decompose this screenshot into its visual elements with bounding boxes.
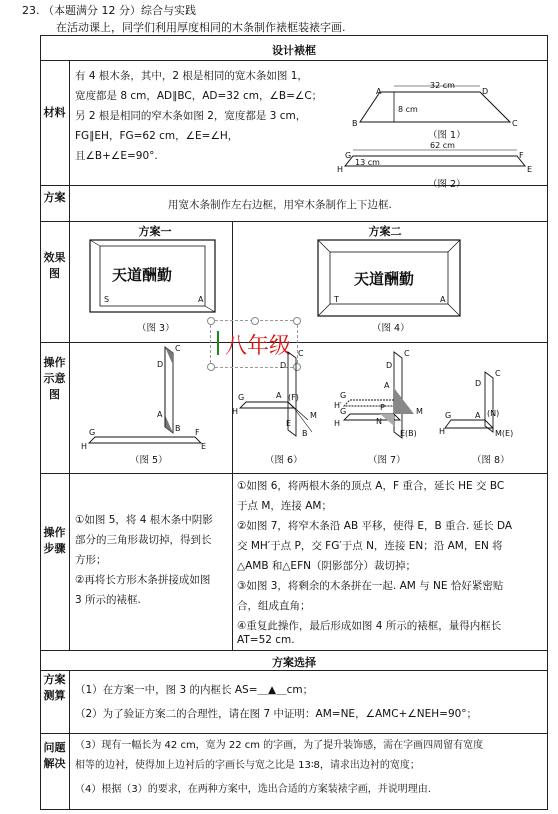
fig1-top-label: 32 cm [430, 81, 455, 90]
step-left: 方形； [75, 554, 107, 566]
fig1-caption: （图 1） [428, 130, 466, 141]
step-right: ④重复此操作，最后形成如图 4 所示的裱框，量得内框长 [237, 620, 502, 632]
material-line: FG∥EH，FG=62 cm，∠E=∠H， [75, 130, 239, 142]
svg-text:G: G [340, 391, 347, 400]
svg-text:T: T [334, 295, 339, 304]
svg-text:G: G [238, 393, 245, 402]
svg-text:G: G [340, 407, 347, 416]
fig6-caption: （图 6） [265, 455, 303, 466]
fig3-caption: （图 3） [137, 323, 175, 334]
svg-text:P: P [380, 403, 385, 412]
problem-label: 问题解决 [43, 741, 66, 770]
effect-label: 效果图 [43, 251, 66, 280]
divider [40, 733, 548, 734]
svg-text:C: C [298, 349, 304, 358]
fig5-caption: （图 5） [130, 455, 168, 466]
figure-2-narrow-bar [337, 141, 535, 175]
svg-text:(N): (N) [487, 409, 500, 418]
plan-label: 方案 [43, 191, 66, 204]
svg-text:B: B [175, 424, 181, 433]
question-number: 23. [22, 4, 40, 17]
svg-text:E: E [286, 419, 292, 428]
svg-text:F: F [519, 151, 524, 160]
svg-text:D: D [157, 360, 164, 369]
step-right: 交 MH′于点 P，交 FG′于点 N，连接 EN；沿 AM，EN 将 [237, 540, 503, 552]
svg-text:C: C [404, 349, 410, 358]
scheme-1-title: 方案一 [138, 225, 172, 238]
divider [40, 650, 548, 651]
fig7-caption: （图 7） [368, 455, 406, 466]
svg-text:D: D [280, 361, 287, 370]
problem-line: （3）现有一幅长为 42 cm，宽为 22 cm 的字画，为了提升装饰感，需在字画四周留有宽度 [75, 740, 484, 751]
figure-6 [232, 349, 328, 445]
material-line: 且∠B+∠E=90°. [75, 150, 158, 162]
svg-text:(F): (F) [288, 393, 299, 402]
svg-text:A: A [384, 381, 390, 390]
problem-line: （4）根据（3）的要求，在两种方案中，选出合适的方案装裱字画，并说明理由. [75, 784, 431, 795]
svg-text:G: G [345, 151, 352, 160]
svg-text:N: N [376, 417, 382, 426]
step-left: ②再将长方形木条拼接成如图 [75, 574, 211, 586]
svg-text:C: C [512, 119, 518, 128]
svg-text:G: G [445, 411, 452, 420]
svg-text:A: A [198, 295, 204, 304]
step-right: △AMB 和△EFN（阴影部分）裁切掉； [237, 560, 416, 572]
fig4-caption: （图 4） [372, 323, 410, 334]
scheme-2-title: 方案二 [368, 225, 402, 238]
question-score: （本题满分 12 分）综合与实践 [43, 4, 196, 17]
fig8-caption: （图 8） [472, 455, 510, 466]
question-intro: 在活动课上，同学们利用厚度相同的木条制作裱框装裱字画. [56, 21, 346, 34]
fig2-top-label: 62 cm [430, 141, 455, 150]
svg-text:D: D [482, 87, 489, 96]
figure-7 [334, 349, 435, 445]
divider [40, 185, 548, 186]
svg-text:D: D [475, 379, 482, 388]
svg-text:H′: H′ [334, 401, 342, 410]
svg-text:D: D [386, 361, 393, 370]
banner-text: 天道酬勤 [354, 270, 415, 288]
material-label: 材料 [43, 106, 66, 119]
measure-line: （2）为了验证方案二的合理性，请在图 7 中证明：AM=NE，∠AMC+∠NEH=90°； [75, 708, 478, 720]
svg-text:A: A [475, 411, 481, 420]
choose-title: 方案选择 [272, 656, 316, 669]
svg-text:E: E [201, 442, 207, 451]
svg-text:H: H [439, 427, 446, 436]
measure-label: 方案测算 [43, 673, 66, 702]
step-right: ③如图 3，将剩余的木条拼在一起. AM 与 NE 恰好紧密贴 [237, 580, 504, 592]
svg-text:C: C [495, 369, 501, 378]
op-steps-label: 操作步骤 [43, 526, 66, 555]
svg-text:A: A [440, 295, 446, 304]
step-left: 3 所示的裱框. [75, 594, 141, 606]
svg-text:E(B): E(B) [400, 429, 417, 438]
figure-4-frame [318, 240, 460, 318]
design-title: 设计裱框 [272, 44, 316, 57]
step-right: 合，组成直角； [237, 600, 311, 612]
svg-text:H: H [81, 442, 88, 451]
plan-text: 用宽木条制作左右边框，用窄木条制作上下边框. [168, 199, 392, 211]
svg-text:S: S [104, 295, 110, 304]
svg-text:M: M [416, 407, 423, 416]
step-left: 部分的三角形裁切掉，得到长 [75, 534, 212, 546]
svg-text:H: H [337, 165, 344, 174]
fig2-side-label: 13 cm [355, 158, 380, 167]
svg-text:H: H [334, 419, 341, 428]
divider [40, 473, 548, 474]
svg-text:C: C [175, 344, 181, 353]
material-line: 宽度都是 8 cm，AD∥BC，AD=32 cm，∠B=∠C； [75, 90, 323, 102]
watermark-text: 八年级 [225, 334, 292, 359]
material-line: 有 4 根木条，其中，2 根是相同的宽木条如图 1， [75, 70, 308, 82]
step-right: ①如图 6，将两根木条的顶点 A，F 重合，延长 HE 交 BC [237, 480, 505, 492]
svg-text:B: B [352, 119, 358, 128]
figure-5 [81, 344, 220, 451]
figure-3-frame [90, 240, 215, 320]
svg-text:M(E): M(E) [495, 429, 514, 438]
svg-text:M: M [310, 411, 317, 420]
fig1-side-label: 8 cm [398, 105, 418, 114]
step-right: ②如图 7，将窄木条沿 AB 平移，使得 E，B 重合. 延长 DA [237, 520, 513, 532]
step-right: AT=52 cm. [237, 634, 295, 646]
svg-text:F: F [195, 428, 200, 437]
divider [40, 60, 548, 61]
step-right: 于点 M，连接 AM； [237, 500, 332, 512]
svg-text:A: A [157, 410, 163, 419]
material-line: 另 2 根是相同的窄木条如图 2，宽度都是 3 cm， [75, 110, 307, 122]
measure-line: （1）在方案一中，图 3 的内框长 AS=＿▲＿cm； [75, 684, 314, 696]
banner-text: 天道酬勤 [112, 266, 173, 284]
divider [40, 221, 548, 222]
divider [40, 670, 548, 671]
svg-text:G: G [89, 428, 96, 437]
op-diagram-label: 操作示意图 [43, 356, 66, 401]
fig2-caption: （图 2） [428, 179, 466, 190]
svg-text:B: B [302, 429, 308, 438]
problem-line: 相等的边衬，使得加上边衬后的字画长与宽之比是 13∶8，请求出边衬的宽度； [75, 760, 420, 771]
step-left: ①如图 5，将 4 根木条中阴影 [75, 514, 213, 526]
svg-text:H: H [232, 407, 239, 416]
svg-text:A: A [376, 87, 382, 96]
svg-text:E: E [527, 165, 533, 174]
question-header [22, 2, 196, 18]
svg-text:A: A [276, 391, 282, 400]
figure-8 [439, 369, 535, 445]
